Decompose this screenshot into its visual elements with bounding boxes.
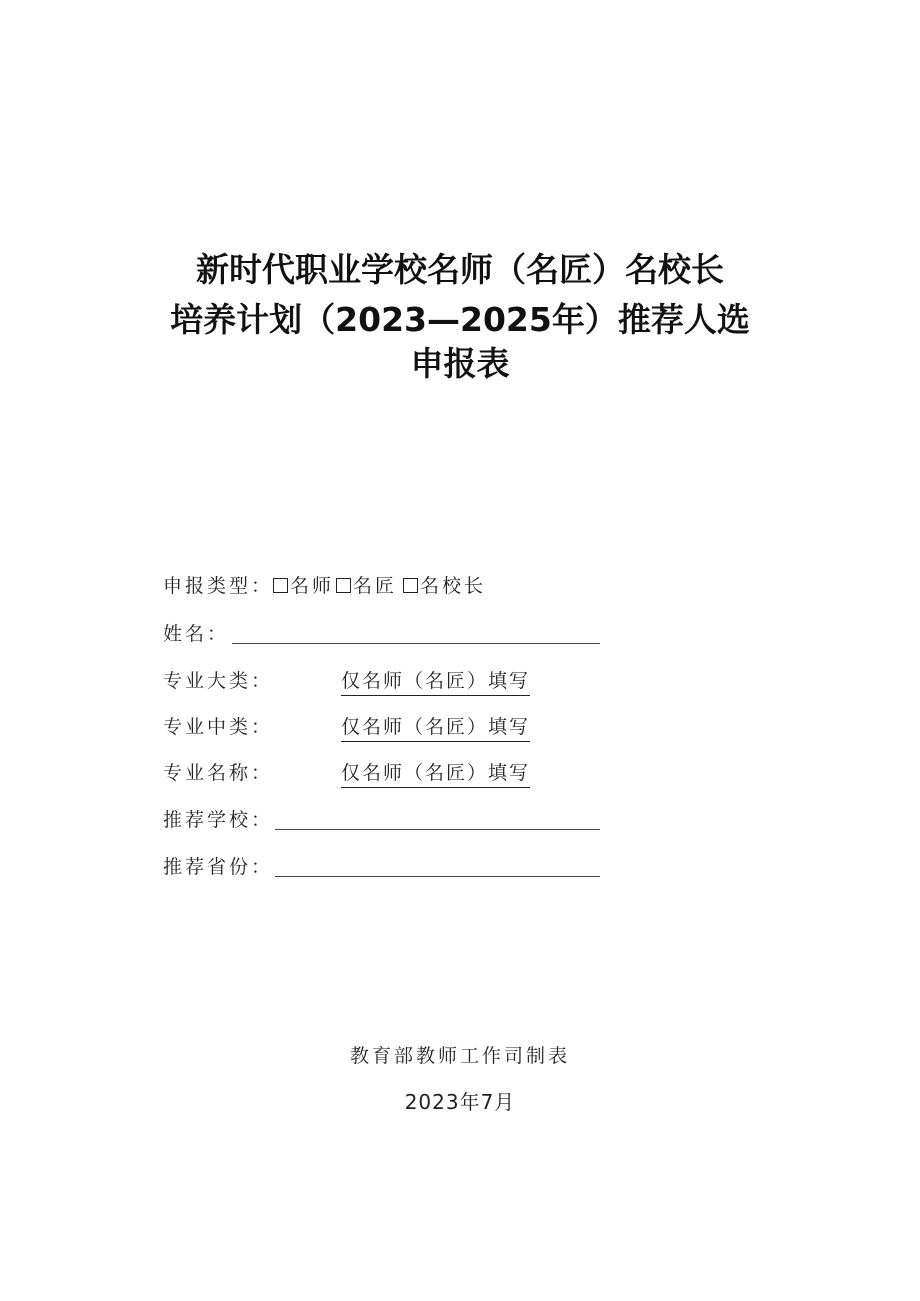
- checkbox-principal[interactable]: [403, 578, 418, 593]
- document-title-line-2: 培养计划（2023—2025年）推荐人选: [170, 300, 750, 339]
- province-label: 推荐省份：: [163, 856, 274, 878]
- province-field[interactable]: [275, 876, 600, 877]
- school-field[interactable]: [275, 829, 600, 830]
- major-category-row: [163, 667, 273, 695]
- issue-date: 2023年7月: [404, 1090, 516, 1114]
- application-type-label: 申报类型：: [163, 575, 274, 597]
- middle-category-row: [163, 713, 273, 741]
- document-title-line-3: 申报表: [410, 344, 510, 383]
- option-teacher-label: 名师: [290, 575, 335, 597]
- checkbox-teacher[interactable]: [273, 578, 288, 593]
- major-name-hint[interactable]: 仅名师（名匠）填写: [341, 759, 530, 788]
- name-label: 姓名：: [163, 623, 230, 645]
- name-row: [163, 620, 229, 648]
- major-category-label: 专业大类：: [163, 670, 274, 692]
- major-category-hint[interactable]: 仅名师（名匠）填写: [341, 667, 530, 696]
- option-craftsman-label: 名匠: [353, 575, 398, 597]
- province-row: [163, 853, 273, 881]
- option-principal-label: 名校长: [420, 575, 487, 597]
- major-name-label: 专业名称：: [163, 762, 274, 784]
- middle-category-hint[interactable]: 仅名师（名匠）填写: [341, 713, 530, 742]
- middle-category-label: 专业中类：: [163, 716, 274, 738]
- major-name-row: [163, 759, 273, 787]
- application-type-row: [163, 572, 488, 600]
- checkbox-craftsman[interactable]: [336, 578, 351, 593]
- school-row: [163, 806, 273, 834]
- school-label: 推荐学校：: [163, 809, 274, 831]
- name-field[interactable]: [232, 643, 600, 644]
- issuer-text: 教育部教师工作司制表: [349, 1045, 570, 1067]
- document-title-line-1: 新时代职业学校名师（名匠）名校长: [196, 250, 724, 289]
